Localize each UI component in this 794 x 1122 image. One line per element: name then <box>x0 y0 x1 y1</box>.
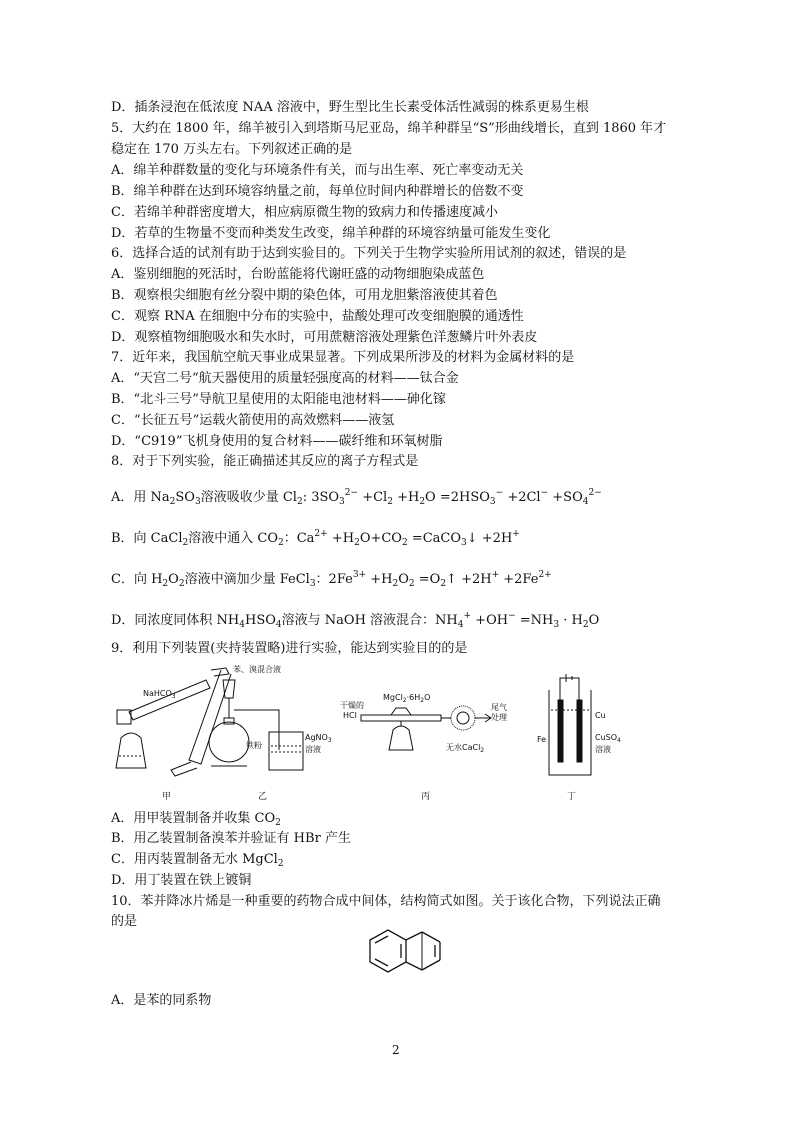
q8a-eq2: +Cl <box>358 490 388 505</box>
q10-option-a: A．是苯的同系物 <box>111 993 212 1008</box>
benzonorbornene-structure <box>350 918 470 988</box>
q8b-sub-co2: 2 <box>277 538 284 548</box>
q8c-sub-3: 3 <box>309 579 316 589</box>
q5-option-d: D．若草的生物量不变而种类发生改变，绵羊种群的环境容纳量可能发生变化 <box>111 226 551 241</box>
q7-option-c: C．“长征五号”运载火箭使用的高效燃料——液氢 <box>111 413 395 428</box>
label-dry-hcl-1: 干燥的 <box>340 701 364 710</box>
q8c-eq-sub2: 2 <box>392 579 399 589</box>
q9-option-a: A．用甲装置制备并收集 $CO_2$ <box>111 811 281 828</box>
q10-stem-line1: 10．苯并降冰片烯是一种重要的药物合成中间体，结构简式如图。关于该化合物，下列说法正确 <box>111 894 661 909</box>
q8-option-b <box>111 525 520 552</box>
label-nahco3: NaHCO$_3$ <box>143 689 176 700</box>
apparatus-jia <box>116 668 231 776</box>
q8d-eq5: O <box>588 613 600 628</box>
q5-stem-line1: 5．大约在 1800 年，绵羊被引入到塔斯马尼亚岛，绵羊种群呈“S”形曲线增长，直到 1860 年才 <box>111 121 667 136</box>
q8c-eq1: ：2Fe <box>315 572 353 587</box>
q8b-pre: B．向 CaCl <box>111 531 183 546</box>
q8c-eq-sub2b: 2 <box>408 579 415 589</box>
q8a-eq-sub3b: 3 <box>489 497 496 507</box>
q8-option-d <box>111 607 599 634</box>
q8d-eq-supm: − <box>508 611 516 621</box>
q8c-eq2: +H <box>366 572 393 587</box>
label-mgcl2: $MgCl_2\cdot 6H_2O$ <box>383 693 431 704</box>
label-agno3-solution: 溶液 <box>305 745 321 754</box>
q8a-eq-sub4: 4 <box>582 497 589 507</box>
q8a-eq-supm2: − <box>540 488 549 498</box>
q8a-pre: A．用 Na <box>111 490 170 505</box>
label-fe: Fe <box>537 735 547 744</box>
label-cuso4-solution: 溶液 <box>595 745 611 754</box>
q8a-sub-2: 2 <box>169 497 176 507</box>
q8c-pre: C．向 H <box>111 572 163 587</box>
q8-option-a <box>111 484 602 511</box>
label-dry-hcl-2: HCl <box>343 711 357 720</box>
q8a-eq-sup2m2: 2− <box>588 488 602 498</box>
q8c-eq6: +2Fe <box>499 572 539 587</box>
q5-option-a: A．绵羊种群数量的变化与环境条件有关，而与出生率、死亡率变动无关 <box>111 163 524 178</box>
q6-option-a: A．鉴别细胞的死活时，台盼蓝能将代谢旺盛的动物细胞染成蓝色 <box>111 267 485 282</box>
q8c-sub-2b: 2 <box>178 579 185 589</box>
q8a-eq5: +2Cl <box>503 490 541 505</box>
q8b-eq3: O+CO <box>359 531 402 546</box>
label-cu: Cu <box>595 711 606 720</box>
q8c-eq4: =O <box>414 572 441 587</box>
q8d-hso: HSO <box>245 613 276 628</box>
q8c-eq-sub2c: 2 <box>440 579 447 589</box>
q8a-sub-cl2: 2 <box>296 497 303 507</box>
q8d-sub-4b: 4 <box>275 620 282 630</box>
q9-apparatus-figure <box>111 660 631 800</box>
q8b-eq1: ：Ca <box>283 531 315 546</box>
q8c-eq-sup3p: 3+ <box>352 570 367 580</box>
caption-yi: 乙 <box>258 792 268 802</box>
q8c-eq-sup2p: 2+ <box>538 570 552 580</box>
q8a-eq4: O =2HSO <box>425 490 490 505</box>
q6-stem: 6．选择合适的试剂有助于达到实验目的。下列关于生物学实验所用试剂的叙述，错误的是 <box>111 246 627 261</box>
q8b-eq4: =CaCO <box>407 531 462 546</box>
q9-stem: 9．利用下列装置(夹持装置略)进行实验，能达到实验目的的是 <box>111 641 468 656</box>
q9-option-b: B．用乙装置制备溴苯并验证有 HBr 产生 <box>111 831 351 846</box>
apparatus-ding <box>549 674 591 775</box>
q7-option-a: A．“天宫二号“航天器使用的质量轻强度高的材料——钛合金 <box>111 371 459 386</box>
q9c-sub: 2 <box>277 859 284 869</box>
q8b-eq-supp: + <box>512 529 520 539</box>
q8d-eq4: · H <box>559 613 583 628</box>
label-tail-gas-1: 尾气 <box>491 703 507 712</box>
q8b-eq-sub2: 2 <box>354 538 360 548</box>
q8c-eq3: O <box>398 572 409 587</box>
q8a-so: SO <box>175 490 195 505</box>
q8d-sub-4: 4 <box>239 620 246 630</box>
q8b-eq5: ↓ +2H <box>466 531 513 546</box>
q6-option-c: C．观察 RNA 在细胞中分布的实验中，盐酸处理可改变细胞膜的通透性 <box>111 309 524 324</box>
q8d-eq-sub3: 3 <box>553 620 560 630</box>
q10-stem-line2: 的是 <box>111 914 138 929</box>
q8a-eq-sup2m: 2− <box>344 488 359 498</box>
q8c-mid: 溶液中滴加少量 FeCl <box>184 572 310 587</box>
q8d-eq3: =NH <box>515 613 554 628</box>
q6-option-d: D．观察植物细胞吸水和失水时，可用蔗糖溶液处理紫色洋葱鳞片叶外表皮 <box>111 330 538 345</box>
q8d-eq-supp: + <box>463 611 472 621</box>
label-agno3: AgNO$_3$ <box>305 733 332 744</box>
q4-option-d: D．插条浸泡在低浓度 NAA 溶液中，野生型比生长素受体活性减弱的株系更易生根 <box>111 100 589 115</box>
q9-option-c: C．用丙装置制备无水 MgCl$_2$ <box>111 852 284 869</box>
q5-stem-line2: 稳定在 170 万头左右。下列叙述正确的是 <box>111 142 353 157</box>
q8a-eq3: +H <box>392 490 420 505</box>
q8-stem: 8．对于下列实验，能正确描述其反应的离子方程式是 <box>111 454 419 469</box>
q8b-eq2: +H <box>327 531 355 546</box>
q8a-eq-sub3: 3 <box>339 497 345 507</box>
q8b-sub-2: 2 <box>182 538 189 548</box>
label-benzene-bromine: 苯、溴混合液 <box>233 665 281 674</box>
q7-option-b: B．“北斗三号”导航卫星使用的太阳能电池材料——砷化镓 <box>111 392 446 407</box>
q8a-mid: 溶液吸收少量 Cl <box>200 490 297 505</box>
caption-bing: 丙 <box>421 792 431 802</box>
apparatus-yi <box>209 680 303 770</box>
q8b-mid: 溶液中通入 CO <box>188 531 278 546</box>
q8d-eq-sub2: 2 <box>582 620 589 630</box>
q8b-eq-sub2b: 2 <box>401 538 408 548</box>
caption-jia: 甲 <box>162 792 172 802</box>
q8-option-c <box>111 566 552 593</box>
q8c-eq-supp: + <box>491 570 500 580</box>
label-tail-gas-2: 处理 <box>491 713 507 722</box>
label-iron-powder: 铁粉 <box>246 741 262 750</box>
q9-option-d: D．用丁装置在铁上镀铜 <box>111 873 252 888</box>
q8a-eq1: : 3SO <box>302 490 340 505</box>
q6-option-b: B．观察根尖细胞有丝分裂中期的染色体，可用龙胆紫溶液使其着色 <box>111 288 498 303</box>
q8c-sub-2: 2 <box>162 579 169 589</box>
caption-ding: 丁 <box>567 792 577 802</box>
q8c-o: O <box>168 572 179 587</box>
q8d-eq1: NH <box>435 613 458 628</box>
q8d-eq2: +OH <box>471 613 509 628</box>
q5-option-c: C．若绵羊种群密度增大，相应病原微生物的致病力和传播速度减小 <box>111 205 498 220</box>
q8b-eq-sub3: 3 <box>461 538 467 548</box>
q7-stem: 7．近年来，我国航空航天事业成果显著。下列成果所涉及的材料为金属材料的是 <box>111 350 575 365</box>
q8d-mid: 溶液与 NaOH 溶液混合： <box>281 613 436 628</box>
q8a-eq-supm: − <box>495 488 504 498</box>
q8c-eq5: ↑ +2H <box>446 572 492 587</box>
q9a-sub: 2 <box>275 818 281 828</box>
q8a-eq6: +SO <box>548 490 583 505</box>
q8b-eq-sup2p: 2+ <box>314 529 328 539</box>
label-cuso4: CuSO$_4$ <box>595 733 621 744</box>
q8a-sub-3: 3 <box>194 497 201 507</box>
q8d-pre: D．同浓度同体积 NH <box>111 613 240 628</box>
q7-option-d: D．“C919”飞机身使用的复合材料——碳纤维和环氧树脂 <box>111 434 443 449</box>
q8a-eq-subh2: 2 <box>419 497 426 507</box>
label-anhydrous-cacl2: 无水CaCl$_2$ <box>446 743 485 754</box>
q8a-eq-sub2: 2 <box>387 497 393 507</box>
q8d-eq-sub4: 4 <box>457 620 464 630</box>
page-number: 2 <box>392 1043 400 1057</box>
q5-option-b: B．绵羊种群在达到环境容纳量之前，每单位时间内种群增长的倍数不变 <box>111 184 524 199</box>
